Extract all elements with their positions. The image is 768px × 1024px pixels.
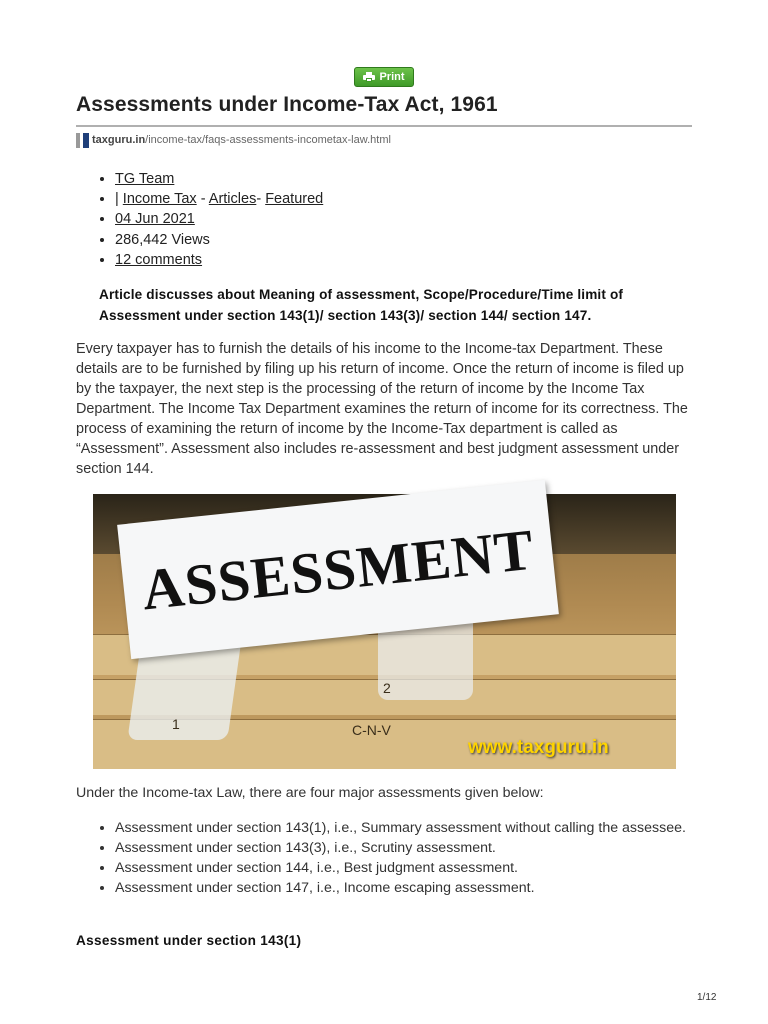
folder-mark: 1 [172, 716, 180, 732]
author-link[interactable]: TG Team [115, 171, 175, 187]
folder-mark: C-N-V [352, 722, 391, 738]
list-item: • Assessment under section 143(3), i.e., Scrutiny assessment. [115, 838, 735, 858]
category-income-tax-link[interactable]: Income Tax [122, 191, 197, 208]
meta-categories [115, 189, 323, 209]
assessments-intro: Under the Income-tax Law, there are four major assessments given below: [76, 785, 544, 801]
print-button[interactable] [354, 67, 414, 87]
comments-link[interactable]: 12 comments [115, 251, 203, 268]
list-item: • Assessment under section 143(1), i.e., Summary assessment without calling the assessee. [115, 818, 735, 838]
meta-dash: - [196, 191, 209, 208]
section-heading: Assessment under section 143(1) [76, 933, 302, 948]
image-watermark: www.taxguru.in [468, 737, 609, 758]
meta-views: • 286,442 Views [115, 230, 323, 250]
source-path: /income-tax/faqs-assessments-incometax-law.html [145, 134, 391, 146]
meta-dash: - [256, 191, 266, 208]
category-articles-link[interactable]: Articles [208, 191, 257, 208]
meta-date [115, 209, 323, 229]
print-button-label: Print [379, 71, 405, 83]
source-bar-icon [76, 133, 80, 148]
meta-author [115, 169, 323, 189]
folder-mark: 2 [383, 680, 391, 696]
article-meta-list [76, 169, 323, 270]
article-title: Assessments under Income-Tax Act, 1961 [76, 93, 498, 116]
date-link[interactable]: 04 Jun 2021 [115, 211, 195, 228]
list-item: • Assessment under section 144, i.e., Best judgment assessment. [115, 858, 735, 878]
printer-icon [363, 72, 375, 82]
meta-comments [115, 250, 323, 270]
source-bar-icon-dark [83, 133, 89, 148]
source-domain: taxguru.in [92, 134, 146, 146]
article-summary: Article discusses about Meaning of assessment, Scope/Procedure/Time limit of Assessment under section 143(1)/ section 143(3)/ section 144/ section 147. [99, 287, 624, 323]
page-number: 1/12 [697, 992, 717, 1003]
image-label-text: ASSESSMENT [138, 516, 538, 623]
source-url[interactable] [76, 132, 391, 148]
title-divider [76, 125, 692, 127]
assessments-list [76, 818, 735, 898]
article-paragraph: Every taxpayer has to furnish the details of his income to the Income-tax Department. These details are to be furnished by filing up his return of income. Once the return of income is filed up by the taxpayer, the next step is the processing of the return of income by the Income Tax Department. The Income Tax Department examines the return of income for its correctness. The process of examining the return of income by the Income-Tax department is called as “Assessment”. Assessment also includes re-assessment and best judgment assessment under section 144. [76, 341, 688, 477]
meta-separator: | [115, 191, 123, 208]
list-item: • Assessment under section 147, i.e., Income escaping assessment. [115, 878, 735, 898]
category-featured-link[interactable]: Featured [265, 191, 324, 208]
